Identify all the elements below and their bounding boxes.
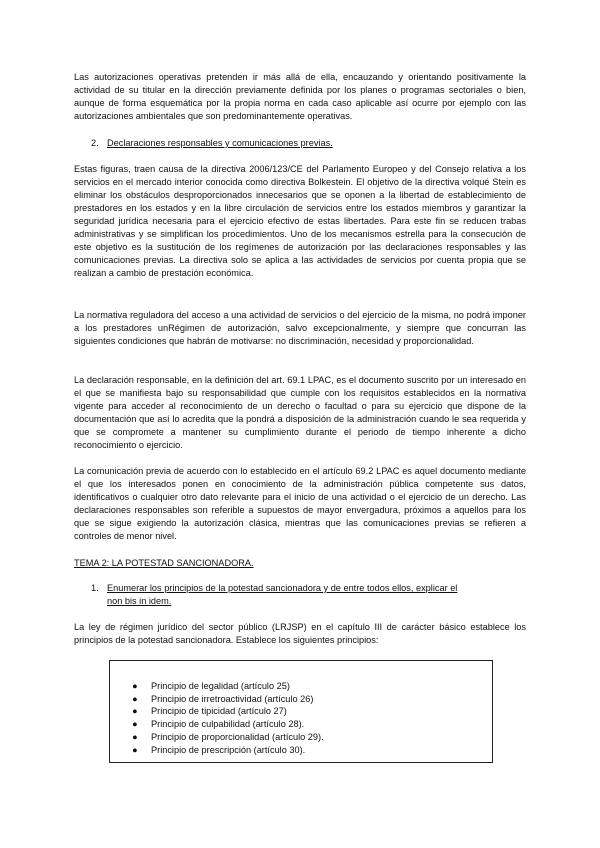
list-item: ● Principio de irretroactividad (artículo 26) xyxy=(132,693,314,704)
list-item: ● Principio de proporcionalidad (artículo 29). xyxy=(132,731,324,742)
list-item: ● Principio de prescripción (artículo 30). xyxy=(132,744,306,755)
question-1-heading xyxy=(91,582,531,608)
section-2-number: 2. xyxy=(91,138,99,148)
tema-2-heading: TEMA 2: LA POTESTAD SANCIONADORA. xyxy=(74,558,254,568)
question-1-title-line2: non bis in idem. xyxy=(107,596,172,606)
list-item: ● Principio de tipicidad (artículo 27) xyxy=(132,706,287,717)
section-2-heading xyxy=(91,137,333,150)
bullet-icon: ● xyxy=(132,744,138,755)
bullet-icon: ● xyxy=(132,719,138,730)
bullet-icon: ● xyxy=(132,693,138,704)
paragraph-intro: Las autorizaciones operativas pretenden ir más allá de ella, encauzando y orientando positivamente la actividad de su titular en la dirección previamente definida por los planes o programas sectoriales o bien, aunque de forma esquemática por la propia norma en cada caso aplicable así ocurre por ejemplo con las autorizaciones ambientales que son predominantemente operativas. xyxy=(74,72,526,121)
principles-box xyxy=(109,660,493,763)
paragraph-comunicacion: La comunicación previa de acuerdo con lo establecido en el artículo 69.2 LPAC es aquel documento mediante el que los interesados ponen en conocimiento de la administración pública competente sus datos, identificativos o cualquier otro dato relevante para el inicio de una actividad o el ejercicio de un derecho. Las declaraciones responsables son referible a supuestos de mayor envergadura, próximos a aquellos para los que se sigue exigiendo la autorización clásica, mientras que las comunicaciones previas se refieren a controles de menor nivel. xyxy=(74,466,526,541)
list-item: ● Principio de culpabilidad (artículo 28). xyxy=(132,719,305,730)
question-1-title-line1: Enumerar los principios de la potestad sancionadora y de entre todos ellos, explicar el xyxy=(107,583,458,593)
bullet-icon: ● xyxy=(132,681,138,691)
paragraph-directiva: Estas figuras, traen causa de la directiva 2006/123/CE del Parlamento Europeo y del Consejo relativa a los servicios en el mercado interior conocida como directiva Bolkestein. El objetivo de la directiva volqué Stein es eliminar los obstáculos desproporcionados innecesarios que se oponen a la libertad de establecimiento de prestadores en los estados y en la libre circulación de servicios entre los estados miembros y garantizar la seguridad jurídica necesaria para el ejercicio efectivo de estas libertades. Para este fin se reducen trabas administrativas y se simplifican los procedimientos. Uno de los mecanismos estrella para la consecución de este objetivo es la sustitución de los regímenes de autorización por las declaraciones responsables y las comunicaciones previas. La directiva solo se aplica a las actividades de servicios por cuenta propia que se realizan a cambio de prestación económica. xyxy=(74,164,526,278)
paragraph-declaracion: La declaración responsable, en la definición del art. 69.1 LPAC, es el documento suscrito por un interesado en el que se manifiesta bajo su responsabilidad que cumple con los requisitos establecidos en la normativa vigente para acceder al reconocimiento de un derecho o facultad o para su ejercicio que dispone de la documentación que así lo acredita que la pondrá a disposición de la administración cuando le sea requerida y que se compromete a mantener su cumplimiento durante el periodo de tiempo inherente a dicho reconocimiento o ejercicio. xyxy=(74,375,526,450)
section-2-title: Declaraciones responsables y comunicaciones previas. xyxy=(107,138,333,148)
paragraph-ley: La ley de régimen jurídico del sector público (LRJSP) en el capítulo III de carácter básico establece los principios de la potestad sancionadora. Establece los siguientes principios: xyxy=(74,622,526,645)
paragraph-normativa: La normativa reguladora del acceso a una actividad de servicios o del ejercicio de la misma, no podrá imponer a los prestadores unRégimen de autorización, salvo excepcionalmente, y siempre que concurran las siguientes condiciones que habrán de motivarse: no discriminación, necesidad y proporcionalidad. xyxy=(74,310,526,346)
bullet-icon: ● xyxy=(132,706,138,717)
question-1-number: 1. xyxy=(91,583,99,593)
list-item: ● Principio de legalidad (artículo 25) xyxy=(132,681,290,691)
principles-list xyxy=(132,680,324,756)
bullet-icon: ● xyxy=(132,731,138,742)
